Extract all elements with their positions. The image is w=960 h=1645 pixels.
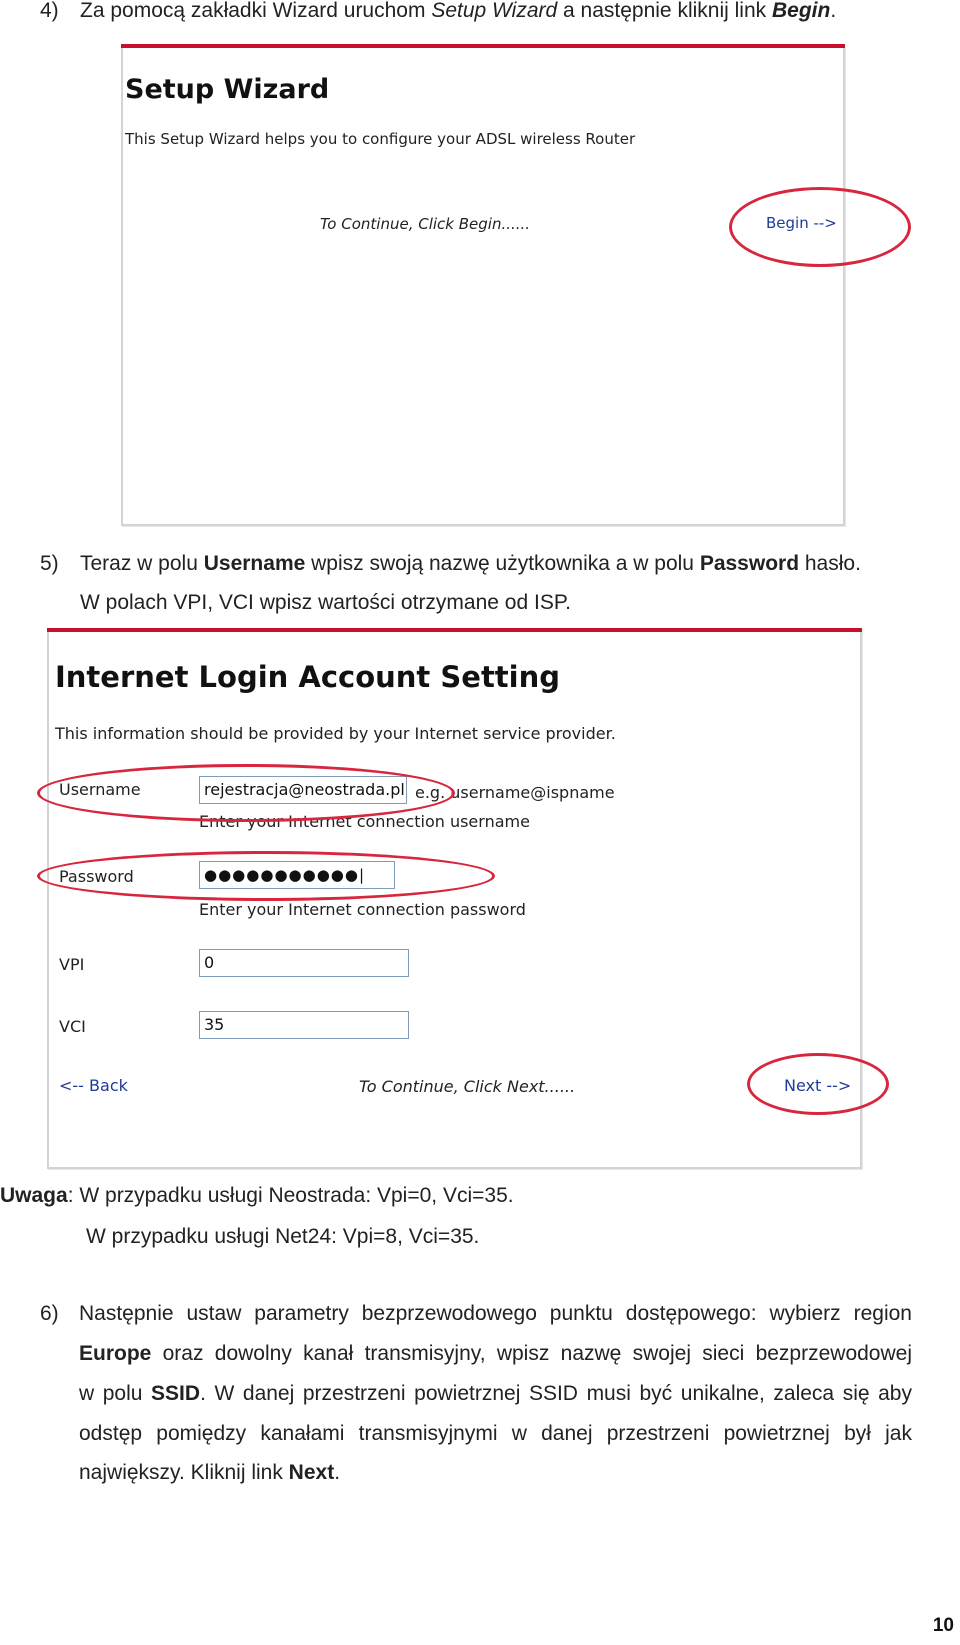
begin-link[interactable]: Begin --> bbox=[766, 214, 837, 232]
text: Europe bbox=[79, 1342, 152, 1365]
step-6 bbox=[40, 1293, 59, 1334]
username-hint: Enter your Internet connection username bbox=[199, 812, 530, 831]
top-bar bbox=[121, 44, 845, 48]
step-4-text bbox=[80, 0, 836, 31]
note bbox=[0, 1175, 514, 1216]
text: a następnie kliknij link bbox=[557, 0, 772, 22]
username-example: e.g. username@ispname bbox=[415, 783, 615, 802]
username-input[interactable]: rejestracja@neostrada.pl bbox=[199, 776, 407, 804]
vci-label: VCI bbox=[59, 1017, 86, 1036]
step-6-line-4 bbox=[79, 1413, 912, 1454]
text: wpisz swoją nazwę użytkownika a w polu bbox=[305, 552, 700, 575]
text: Teraz w polu bbox=[80, 552, 204, 575]
step-5-line-2: W polach VPI, VCI wpisz wartości otrzymane od ISP. bbox=[80, 591, 571, 614]
page-number: 10 bbox=[932, 1615, 954, 1636]
step-5-text bbox=[80, 543, 861, 584]
login-continue-text: To Continue, Click Next...... bbox=[359, 1077, 576, 1096]
password-hint: Enter your Internet connection password bbox=[199, 900, 526, 919]
wizard-description: This Setup Wizard helps you to configure your ADSL wireless Router bbox=[125, 130, 636, 148]
text: Username bbox=[203, 552, 306, 575]
text: Setup Wizard bbox=[431, 0, 558, 22]
step-5 bbox=[40, 543, 59, 584]
next-link[interactable]: Next --> bbox=[784, 1076, 852, 1095]
setup-wizard-screenshot bbox=[121, 46, 845, 526]
text: . W danej przestrzeni powietrznej SSID musi być unikalne, zaleca się aby bbox=[200, 1382, 912, 1405]
username-label: Username bbox=[59, 780, 141, 799]
password-label: Password bbox=[59, 867, 134, 886]
text: oraz dowolny kanał transmisyjny, wpisz nazwę swojej sieci bezprzewodowej bbox=[151, 1342, 912, 1365]
top-bar bbox=[47, 628, 862, 632]
text: Za pomocą zakładki Wizard uruchom bbox=[80, 0, 432, 22]
text: SSID bbox=[151, 1382, 201, 1405]
text: . bbox=[830, 0, 837, 22]
vpi-input[interactable]: 0 bbox=[199, 949, 409, 977]
text: w polu bbox=[79, 1382, 152, 1405]
vci-input[interactable]: 35 bbox=[199, 1011, 409, 1039]
step-number: 4) bbox=[40, 0, 59, 22]
step-number: 5) bbox=[40, 552, 59, 575]
login-description: This information should be provided by your Internet service provider. bbox=[55, 724, 616, 743]
text: Begin bbox=[771, 0, 831, 22]
note-label: Uwaga bbox=[0, 1184, 68, 1207]
step-number: 6) bbox=[40, 1302, 59, 1325]
text: Password bbox=[699, 552, 800, 575]
text: Next bbox=[288, 1461, 335, 1484]
text: Następnie ustaw parametry bezprzewodowego punktu dostępowego: wybierz region bbox=[79, 1302, 912, 1325]
step-4 bbox=[40, 0, 59, 31]
text: odstęp pomiędzy kanałami transmisyjnymi w danej przestrzeni powietrznej był jak bbox=[79, 1422, 912, 1445]
text: hasło. bbox=[799, 552, 861, 575]
text: największy. Kliknij link bbox=[79, 1461, 289, 1484]
step-6-line-1 bbox=[79, 1293, 912, 1334]
text: : W przypadku usługi Neostrada: Vpi=0, Vci=35. bbox=[67, 1184, 514, 1207]
password-input[interactable]: ●●●●●●●●●●●| bbox=[199, 861, 395, 889]
text: . bbox=[334, 1461, 341, 1484]
step-6-line-3 bbox=[79, 1373, 912, 1414]
login-setting-screenshot bbox=[47, 630, 862, 1169]
note-line-2: W przypadku usługi Net24: Vpi=8, Vci=35. bbox=[86, 1225, 480, 1248]
wizard-title: Setup Wizard bbox=[125, 74, 330, 105]
vpi-label: VPI bbox=[59, 955, 85, 974]
step-6-line-5 bbox=[79, 1452, 340, 1493]
login-title: Internet Login Account Setting bbox=[55, 660, 561, 694]
wizard-continue-text: To Continue, Click Begin...... bbox=[320, 215, 531, 233]
step-6-line-2 bbox=[79, 1333, 912, 1374]
back-link[interactable]: <-- Back bbox=[59, 1076, 128, 1095]
